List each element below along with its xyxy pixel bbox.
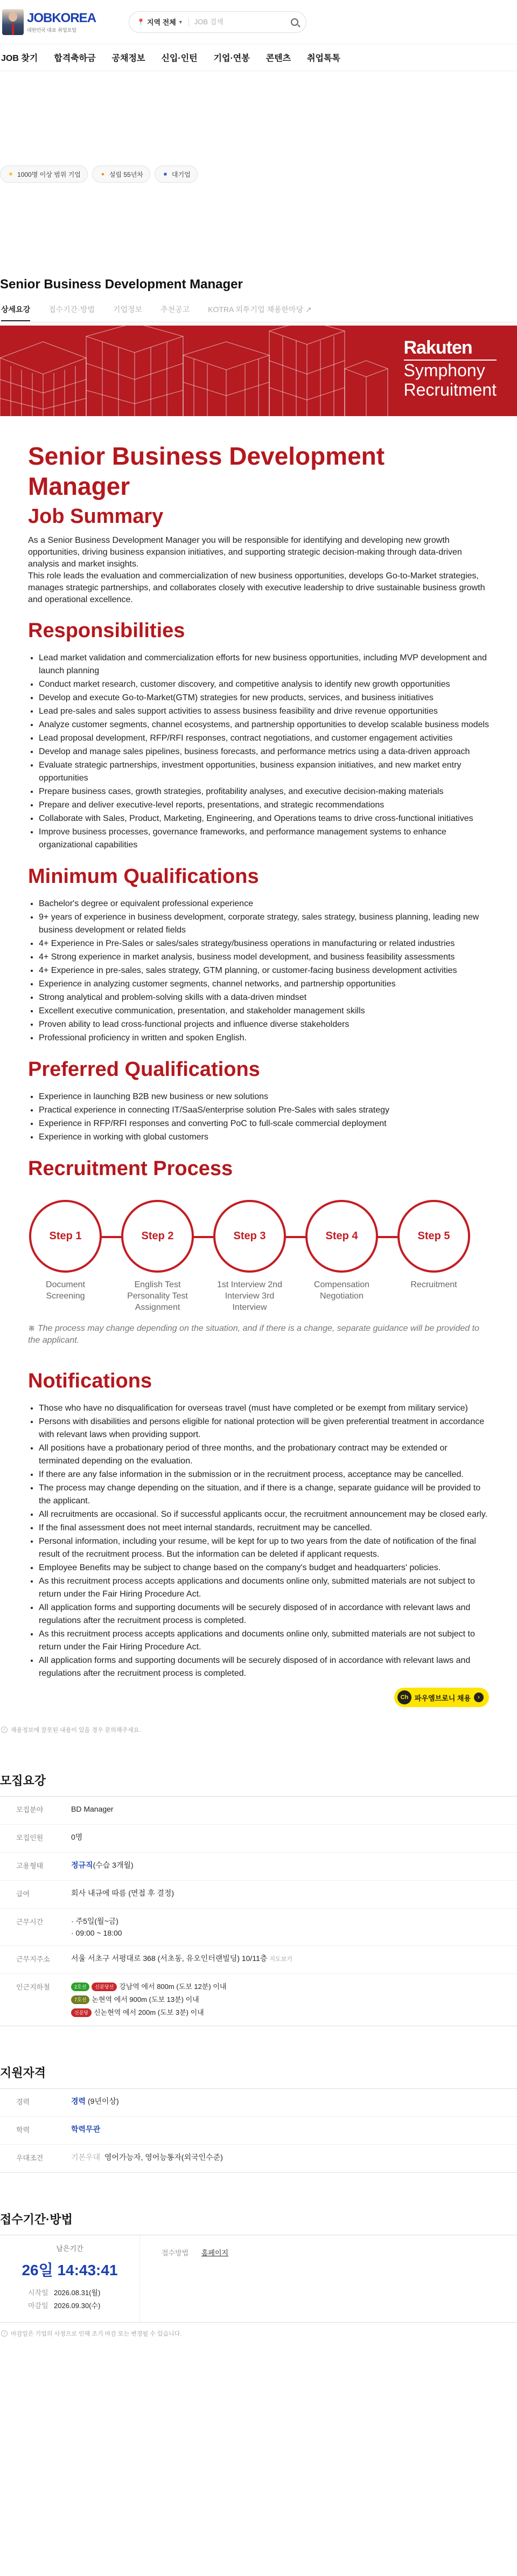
site-header bbox=[0, 0, 517, 44]
period-method: 접수방법 홈페이지 bbox=[162, 2249, 229, 2257]
tag-enterprise: ■ 대기업 bbox=[155, 165, 198, 183]
list-item: • Lead market validation and commercialization efforts for new business opportunities, including MVP development and launch planning bbox=[39, 651, 489, 678]
tag-company-size: ★ 1000명 이상 범위 기업 bbox=[0, 165, 88, 183]
process-step bbox=[213, 1200, 286, 1313]
job-summary-text: As a Senior Business Development Manager you will be responsible for identifying and developing new growth opportunities, driving business expansion initiatives, and supporting strategic decision-making through data-driven analysis and market insights. This role leads the evaluation and commercialization of new business opportunities, develops Go-to-Market strategies, manages strategic partnerships, and collaborates closely with executive leadership to drive sustainable business growth and operational excellence. bbox=[28, 536, 485, 604]
info-icon: ! bbox=[1, 1726, 8, 1733]
list-item: • Personal information, including your resume, will be kept for up to two years from the date of notification of the final result of the recruitment process. But the information can be deleted if applicant requests. bbox=[39, 1535, 489, 1561]
step-desc: Compensation Negotiation bbox=[313, 1280, 370, 1301]
subway-station: 7호선 논현역 에서 900m (도보 13분) 이내 bbox=[71, 1993, 226, 2006]
logo-avatar-icon bbox=[2, 9, 24, 35]
list-item: • 9+ years of experience in business development, corporate strategy, sales strategy, business planning, leading new business development or related fields bbox=[39, 910, 489, 937]
notifications-heading: Notifications bbox=[28, 1370, 152, 1392]
step-desc: 1st Interview 2nd Interview 3rd Interview bbox=[217, 1280, 282, 1312]
period-box bbox=[0, 2235, 517, 2323]
countdown: 26일 14:43:41 bbox=[22, 2262, 118, 2278]
list-item: • Lead proposal development, RFP/RFI responses, contract negotiations, and customer engagement activities bbox=[39, 731, 489, 745]
list-item: • If the final assessment does not meet internal standards, recruitment may be cancelled. bbox=[39, 1521, 489, 1535]
qualification-heading: 지원자격 bbox=[0, 2066, 46, 2080]
process-step bbox=[305, 1200, 378, 1313]
list-item: • Collaborate with Sales, Product, Marketing, Engineering, and Operations teams to drive cross-functional initiatives bbox=[39, 812, 489, 825]
list-item: • Prepare and deliver executive-level reports, presentations, and strategic recommendations bbox=[39, 798, 489, 812]
star-icon: ★ bbox=[8, 171, 13, 177]
list-item: • Evaluate strategic partnerships, investment opportunities, business expansion initiatives, and new market entry opportunities bbox=[39, 758, 489, 785]
summary-table bbox=[0, 1796, 517, 2026]
list-item: • Employee Benefits may be subject to change based on the company's budget and headquarters' policies. bbox=[39, 1561, 489, 1574]
responsibilities-list bbox=[28, 651, 489, 852]
process-note: ※ The process may change depending on the situation, and if there is a change, separate guidance will be provided to the applicant. bbox=[28, 1324, 479, 1345]
subway-station: 신분당 신논현역 에서 200m (도보 3분) 이내 bbox=[71, 2006, 226, 2019]
list-item: • Conduct market research, customer discovery, and competitive analysis to identify new growth opportunities bbox=[39, 678, 489, 691]
tab-recommend[interactable]: 추천공고 bbox=[160, 305, 190, 314]
tab-kotra[interactable]: KOTRA 외투기업 채용한마당 ↗ bbox=[208, 305, 312, 314]
pref-qual-list bbox=[28, 1090, 489, 1144]
apply-badge-button[interactable]: Ch 파우엠브로니 채용 › bbox=[394, 1688, 489, 1707]
summary-row-hours: 근무시간 · 주5일(월~금) · 09:00 ~ 18:00 bbox=[0, 1909, 517, 1946]
nav-talk[interactable]: 취업톡톡 bbox=[307, 54, 340, 63]
nav-company-salary[interactable]: 기업·연봉 bbox=[213, 54, 250, 63]
logo-tagline: 대한민국 대표 취업포털 bbox=[27, 27, 76, 33]
list-item: • Professional proficiency in written and spoken English. bbox=[39, 1031, 489, 1045]
arrow-right-icon: › bbox=[474, 1693, 484, 1702]
list-item: • 4+ Experience in Pre-Sales or sales/sales strategy/business operations in manufacturing or related industries bbox=[39, 937, 489, 950]
step-circle: Step 2 bbox=[121, 1200, 194, 1273]
list-item: • 4+ Strong experience in market analysis, business model development, and business feasibility assessments bbox=[39, 950, 489, 964]
responsibilities-heading: Responsibilities bbox=[28, 619, 185, 642]
map-link[interactable]: 지도보기 bbox=[269, 1956, 292, 1963]
step-desc: English Test Personality Test Assignment bbox=[127, 1280, 188, 1312]
deadline-notice: ! 마감일은 기업의 사정으로 인해 조기 마감 또는 변경될 수 있습니다. bbox=[0, 2329, 517, 2338]
company-banner bbox=[0, 326, 517, 416]
summary-row-employment: 고용형태 정규직(수습 3개월) bbox=[0, 1853, 517, 1881]
list-item: • As this recruitment process accepts applications and documents online only, submitted materials are not subject to return under the Fair Hiring Procedure Act. bbox=[39, 1574, 489, 1601]
list-item: • Practical experience in connecting IT/SaaS/enterprise solution Pre-Sales with sales strategy bbox=[39, 1103, 489, 1117]
step-circle: Step 4 bbox=[305, 1200, 378, 1273]
rakuten-symphony-logo: Rakuten Symphony Recruitment bbox=[403, 337, 497, 399]
calendar-icon: ● bbox=[101, 171, 104, 177]
list-item: • Analyze customer segments, channel ecosystems, and partnership opportunities to develop scalable business models bbox=[39, 718, 489, 731]
homepage-apply-link[interactable]: 홈페이지 bbox=[201, 2249, 229, 2257]
detail-title: Senior Business Development Manager bbox=[28, 442, 385, 500]
step-desc: Document Screening bbox=[46, 1280, 85, 1301]
process-heading: Recruitment Process bbox=[28, 1157, 233, 1180]
tab-company[interactable]: 기업정보 bbox=[113, 305, 143, 314]
min-qual-heading: Minimum Qualifications bbox=[28, 865, 259, 888]
summary-row-salary: 급여 회사 내규에 따름 (면접 후 결정) bbox=[0, 1881, 517, 1909]
list-item: • As this recruitment process accepts applications and documents online only, submitted materials are not subject to return under the Fair Hiring Procedure Act. bbox=[39, 1627, 489, 1654]
pref-qual-heading: Preferred Qualifications bbox=[28, 1058, 260, 1081]
nav-contents[interactable]: 콘텐츠 bbox=[266, 54, 291, 63]
subway-station: 2호선 신분당선 강남역 에서 800m (도보 12분) 이내 bbox=[71, 1980, 226, 1993]
search-icon[interactable] bbox=[291, 18, 298, 26]
channel-logo-icon: Ch bbox=[397, 1690, 411, 1704]
tab-period[interactable]: 접수기간·방법 bbox=[48, 305, 95, 314]
chevron-down-icon: ▼ bbox=[178, 19, 183, 25]
list-item: • Persons with disabilities and persons eligible for national protection will be given preferential treatment in accordance with relevant laws when providing support. bbox=[39, 1415, 489, 1441]
process-step bbox=[29, 1200, 102, 1313]
tab-detail[interactable]: 상세요강 bbox=[1, 304, 30, 321]
step-desc: Recruitment bbox=[410, 1280, 457, 1289]
list-item: • All positions have a probationary period of three months, and the probationary contract may be extended or terminated depending on the evaluation. bbox=[39, 1441, 489, 1468]
list-item: • Experience in working with global customers bbox=[39, 1130, 489, 1144]
summary-row-subway: 인근지하철 2호선 신분당선 강남역 에서 800m (도보 12분) 이내 7호선 논현역 에서 900m (도보 13분) 이내 신분당 신논현역 에서 200m (도보 3분) 이내 bbox=[0, 1974, 517, 2026]
list-item: • Bachelor's degree or equivalent professional experience bbox=[39, 897, 489, 910]
region-select[interactable]: 📍 지역 전체 ▼ bbox=[137, 18, 183, 26]
nav-bonus[interactable]: 합격축하금 bbox=[54, 54, 96, 63]
step-circle: Step 5 bbox=[397, 1200, 470, 1273]
list-item: • Those who have no disqualification for overseas travel (must have completed or be exempt from military service) bbox=[39, 1401, 489, 1415]
subway-line-badge: 7호선 bbox=[71, 1995, 89, 2004]
location-pin-icon: 📍 bbox=[137, 18, 145, 26]
process-step bbox=[397, 1200, 470, 1313]
period-dates: 시작일 2026.08.31(월) 마감일 2026.09.30(수) bbox=[28, 2289, 101, 2310]
period-remaining: 남은기간 26일 14:43:41 시작일 2026.08.31(월) 마감일 2026.09.30(수) bbox=[0, 2235, 140, 2322]
period-heading: 접수기간·방법 bbox=[0, 2213, 73, 2226]
search-divider bbox=[188, 18, 189, 26]
process-steps bbox=[28, 1200, 489, 1313]
subway-line-badge: 신분당 bbox=[71, 2008, 92, 2017]
apply-badge-row bbox=[28, 1688, 489, 1707]
job-summary-heading: Job Summary bbox=[28, 505, 164, 528]
summary-heading: 모집요강 bbox=[0, 1774, 46, 1787]
nav-job-search[interactable]: JOB 찾기 bbox=[1, 54, 38, 63]
list-item: • All recruitments are occasional. So if successful applicants occur, the recruitment announcement may be closed early. bbox=[39, 1508, 489, 1521]
logo-wordmark: JOBKOREA bbox=[27, 10, 96, 25]
detail-tabs bbox=[0, 304, 517, 322]
list-item: • Develop and execute Go-to-Market(GTM) strategies for new products, services, and business initiatives bbox=[39, 691, 489, 705]
list-item: • Experience in analyzing customer segments, channel networks, and partnership opportunities bbox=[39, 977, 489, 991]
qual-row-career: 경력 경력 (9년이상) bbox=[0, 2089, 517, 2117]
list-item: • Lead pre-sales and sales support activities to assess business feasibility and drive revenue opportunities bbox=[39, 705, 489, 718]
list-item: • Experience in launching B2B new business or new solutions bbox=[39, 1090, 489, 1103]
notifications-list bbox=[28, 1401, 489, 1680]
list-item: • 4+ Experience in pre-sales, sales strategy, GTM planning, or customer-facing business development activities bbox=[39, 964, 489, 977]
list-item: • Prepare business cases, growth strategies, profitability analyses, and executive decision-making materials bbox=[39, 785, 489, 798]
site-logo[interactable] bbox=[2, 9, 107, 35]
main-nav bbox=[0, 44, 517, 71]
job-title: Senior Business Development Manager bbox=[0, 277, 243, 292]
list-item: • Strong analytical and problem-solving skills with a data-driven mindset bbox=[39, 991, 489, 1004]
tag-founded: ● 설립 55년차 bbox=[92, 165, 150, 183]
report-notice: ! 채용정보에 잘못된 내용이 있을 경우 문의해주세요. bbox=[0, 1725, 517, 1734]
step-circle: Step 3 bbox=[213, 1200, 286, 1273]
list-item: • All application forms and supporting documents will be securely disposed of in accordance with relevant laws and regulations after the recruitment process is completed. bbox=[39, 1601, 489, 1627]
qualification-table bbox=[0, 2088, 517, 2173]
info-icon: ! bbox=[1, 2330, 8, 2337]
summary-row-address: 근무지주소 서울 서초구 서평대로 368 (서초동, 유오인터랜빌딩) 10/11층 지도보기 bbox=[0, 1946, 517, 1974]
subway-line-badge: 2호선 bbox=[71, 1983, 89, 1991]
list-item: • Improve business processes, governance frameworks, and performance management systems to enhance organizational capabilities bbox=[39, 825, 489, 852]
list-item: • Excellent executive communication, presentation, and stakeholder management skills bbox=[39, 1004, 489, 1018]
job-detail-body bbox=[0, 441, 517, 1707]
list-item: • All application forms and supporting documents will be securely disposed of in accordance with relevant laws and regulations after the recruitment process is completed. bbox=[39, 1654, 489, 1680]
search-bar bbox=[129, 11, 306, 33]
summary-row-field: 모집분야 BD Manager bbox=[0, 1797, 517, 1825]
process-step bbox=[121, 1200, 194, 1313]
step-circle: Step 1 bbox=[29, 1200, 102, 1273]
company-tags bbox=[0, 165, 517, 183]
qual-row-education: 학력 학력무관 bbox=[0, 2117, 517, 2145]
list-item: • Develop and manage sales pipelines, business forecasts, and performance metrics using a data-driven approach bbox=[39, 745, 489, 758]
qual-row-preference: 우대조건 기본우대 영어가능자, 영어능통자(외국인수준) bbox=[0, 2145, 517, 2173]
min-qual-list bbox=[28, 897, 489, 1045]
list-item: • Proven ability to lead cross-functional projects and influence diverse stakeholders bbox=[39, 1018, 489, 1031]
nav-public-recruit[interactable]: 공채정보 bbox=[111, 54, 145, 63]
list-item: • The process may change depending on the situation, and if there is a change, separate guidance will be provided to the applicant. bbox=[39, 1481, 489, 1508]
list-item: • If there are any false information in the submission or in the recruitment process, acceptance may be cancelled. bbox=[39, 1468, 489, 1481]
list-item: • Experience in RFP/RFI responses and converting PoC to full-scale commercial deployment bbox=[39, 1117, 489, 1130]
subway-line-badge: 신분당선 bbox=[92, 1983, 117, 1991]
search-input[interactable] bbox=[194, 18, 291, 26]
building-icon: ■ bbox=[163, 171, 167, 177]
summary-row-headcount: 모집인원 0명 bbox=[0, 1825, 517, 1853]
nav-newcomer-intern[interactable]: 신입·인턴 bbox=[161, 54, 198, 63]
